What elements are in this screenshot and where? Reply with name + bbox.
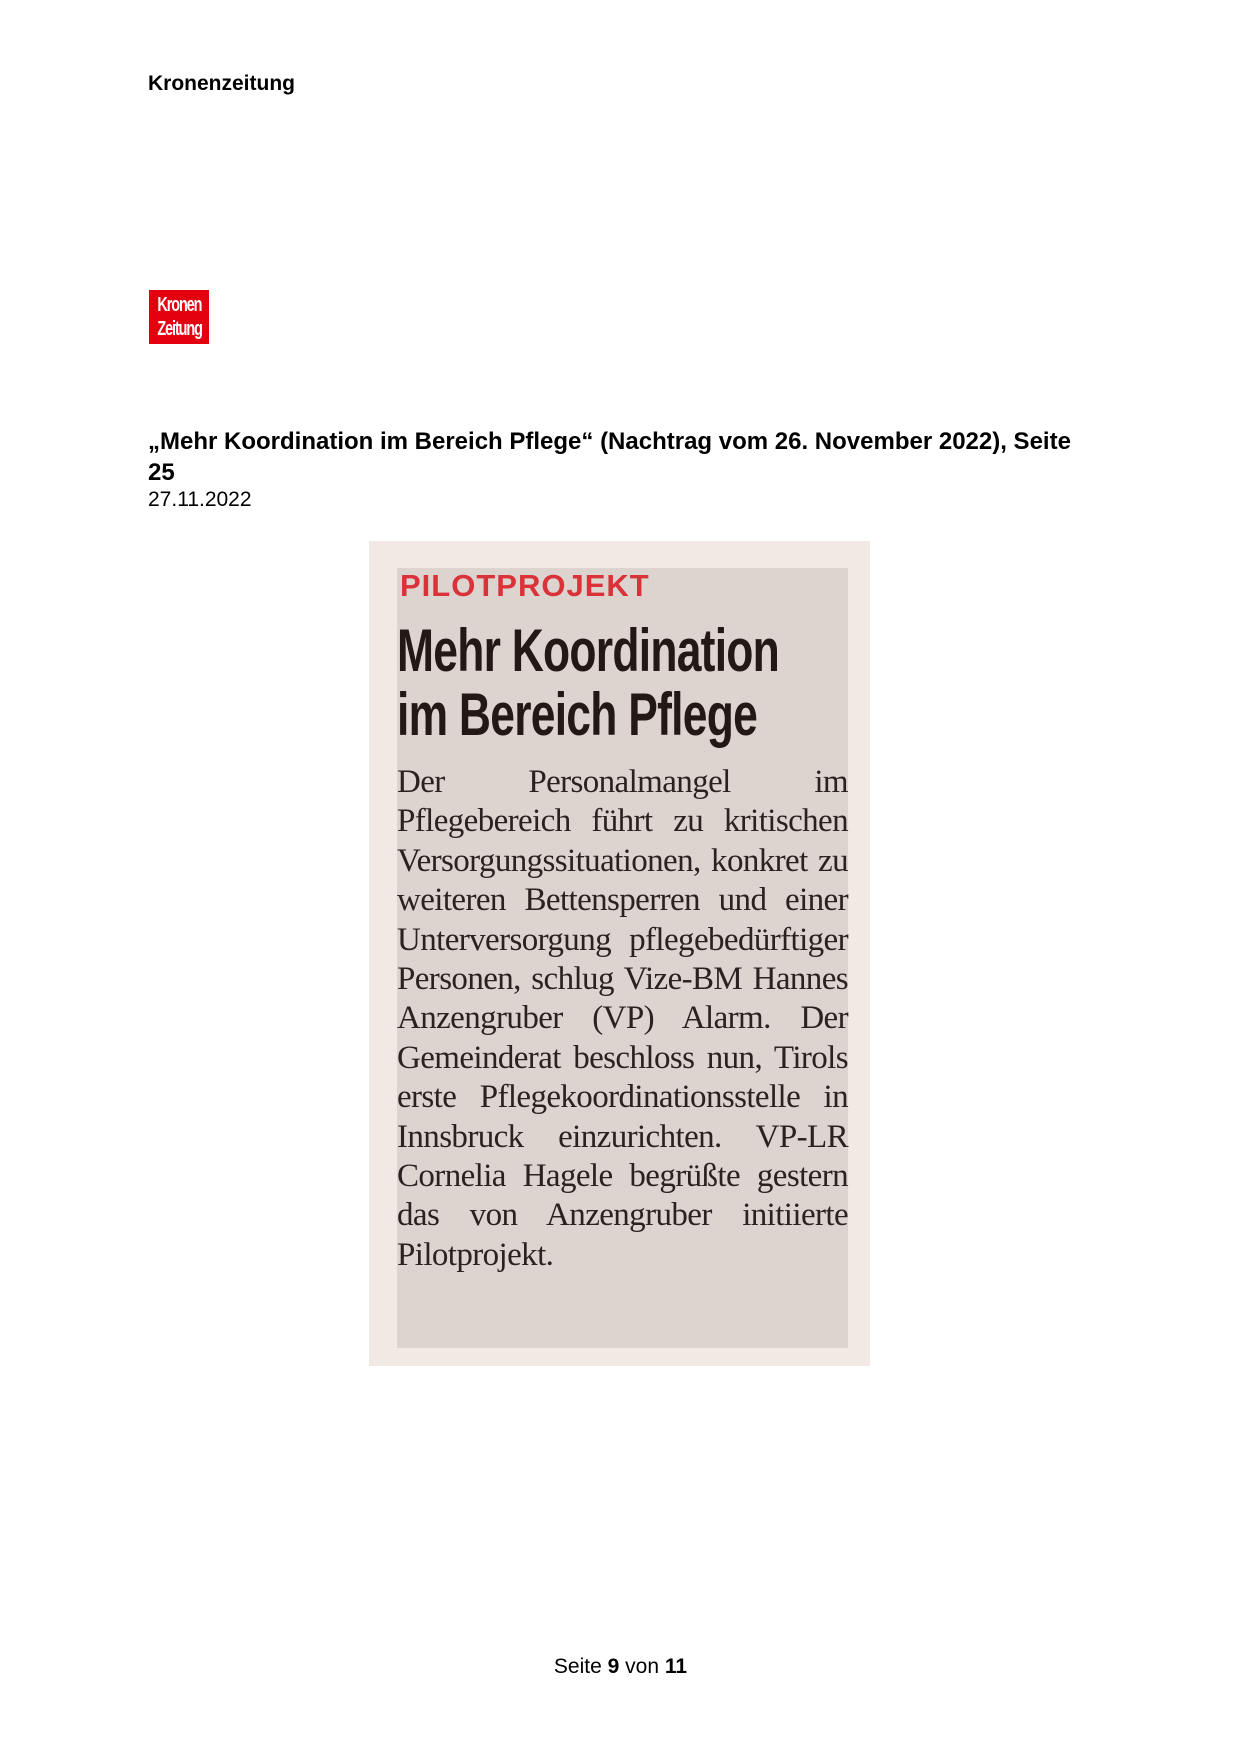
headline-line-2: im Bereich Pflege xyxy=(397,681,758,748)
logo-line-2: Zeitung xyxy=(157,318,202,340)
footer-middle: von xyxy=(625,1655,660,1678)
kronen-zeitung-logo xyxy=(149,290,209,344)
source-name: Kronenzeitung xyxy=(148,72,295,95)
headline-line-1: Mehr Koordination xyxy=(397,617,780,684)
clipping-body: Der Personalmangel im Pflegebereich führt zu kritischen Versorgungssituationen, konkret zu weiteren Bettensperren und einer Unterversorgung pflegebedürftiger Personen, schlug Vize-BM Hannes Anzengruber (VP) Alarm. Der Gemeinderat beschloss nun, Tirols erste Pflegekoordinationsstelle in Innsbruck einzurichten. VP-LR Cornelia Hagele begrüßte gestern das von Anzengruber initiierte Pilotprojekt. xyxy=(397,764,848,1273)
newspaper-clipping xyxy=(369,541,870,1366)
page-footer xyxy=(0,1655,1241,1679)
article-title: „Mehr Koordination im Bereich Pflege“ (Nachtrag vom 26. November 2022), Seite 25 xyxy=(148,428,1071,486)
current-page: 9 xyxy=(607,1655,620,1678)
article-date: 27.11.2022 xyxy=(148,488,252,511)
footer-prefix: Seite xyxy=(553,1655,602,1678)
total-pages: 11 xyxy=(664,1655,688,1678)
clipping-headline xyxy=(397,617,780,748)
logo-line-1: Kronen xyxy=(157,294,202,316)
clipping-kicker: PILOTPROJEKT xyxy=(400,568,650,603)
